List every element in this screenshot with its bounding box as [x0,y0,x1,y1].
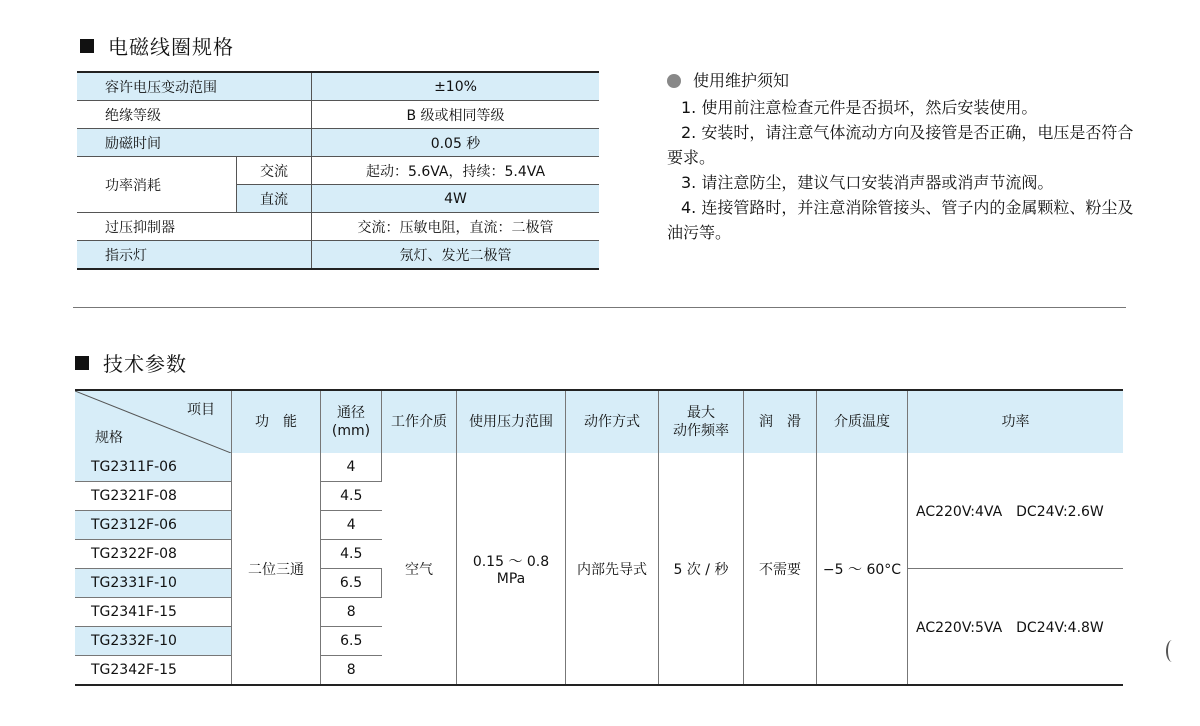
coil-title-text: 电磁线圈规格 [108,35,234,59]
notes-heading [667,68,1137,93]
header-row [75,390,1123,453]
header-bore-label: 通径 [337,405,365,421]
pressure-range: 0.15 ～ 0.8 [472,553,550,570]
note-item: 2. 安装时，请注意气体流动方向及接管是否正确，电压是否符合要求。 [667,123,1134,167]
row-value: 交流：压敏电阻，直流：二极管 [312,213,600,241]
row-value: 起动：5.6VA，持续：5.4VA [312,157,600,185]
header-freq-1: 最大 [687,405,715,421]
row-value: 0.05 秒 [312,129,600,157]
tech-title-text: 技术参数 [103,352,187,376]
medium-cell: 空气 [382,453,457,685]
power-cell-2: AC220V:5VA DC24V:4.8W [916,619,1104,636]
row-value: ±10% [312,72,600,101]
pressure-unit: MPa [496,570,526,587]
function-cell: 二位三通 [232,453,321,685]
header-item-spec [75,390,232,453]
table-row [75,453,1123,482]
model-cell: TG2341F-15 [75,598,232,627]
table-row [77,129,599,157]
temp-cell: −5 ～ 60°C [817,453,908,685]
header-pressure: 使用压力范围 [457,390,566,453]
bore-cell: 8 [321,656,382,686]
model-cell: TG2312F-06 [75,511,232,540]
notes-title: 使用维护须知 [693,71,790,90]
row-label: 过压抑制器 [77,213,312,241]
circle-bullet-icon [667,74,681,88]
lube-cell: 不需要 [744,453,817,685]
header-spec: 规格 [95,430,123,446]
bore-cell: 8 [321,598,382,627]
power-cell-1: AC220V:4VA DC24V:2.6W [908,453,1124,569]
section-divider [73,307,1126,308]
note-item: 4. 连接管路时，并注意消除管接头、管子内的金属颗粒、粉尘及油污等。 [667,198,1134,242]
bore-cell: 6.5 [321,627,382,656]
header-item: 项目 [187,402,215,418]
row-label: 绝缘等级 [77,101,312,129]
row-label: 功率消耗 [77,157,237,213]
square-bullet-icon [75,356,89,370]
model-cell: TG2331F-10 [75,569,232,598]
model-cell: TG2321F-08 [75,482,232,511]
row-label: 容许电压变动范围 [77,72,312,101]
header-medium: 工作介质 [382,390,457,453]
pressure-cell [457,453,566,685]
model-cell: TG2311F-06 [75,453,232,482]
header-temp: 介质温度 [817,390,908,453]
bore-cell: 4.5 [321,540,382,569]
header-action: 动作方式 [566,390,659,453]
freq-cell: 5 次 / 秒 [659,453,744,685]
model-cell: TG2342F-15 [75,656,232,686]
coil-section-title [80,31,234,60]
tech-params-table [75,389,1123,686]
square-bullet-icon [80,39,94,53]
header-freq-2: 动作频率 [673,423,729,439]
note-item: 1. 使用前注意检查元件是否损坏，然后安装使用。 [681,98,1038,117]
header-lube: 润 滑 [744,390,817,453]
table-row [77,72,599,101]
maintenance-notes [667,68,1137,245]
tech-section-title [75,348,187,377]
bore-cell: 4.5 [321,482,382,511]
table-row [77,157,599,185]
note-item: 3. 请注意防尘，建议气口安装消声器或消声节流阀。 [681,173,1054,192]
row-value: B 级或相同等级 [312,101,600,129]
header-function: 功 能 [232,390,321,453]
page-edge-mark [1166,640,1178,662]
header-freq [659,390,744,453]
table-row [77,101,599,129]
table-row [77,213,599,241]
bore-cell: 4 [321,453,382,482]
row-value: 氖灯、发光二极管 [312,241,600,270]
header-bore [321,390,382,453]
bore-cell: 6.5 [321,569,382,598]
row-label: 指示灯 [77,241,312,270]
header-power: 功率 [908,390,1124,453]
model-cell: TG2322F-08 [75,540,232,569]
row-label: 励磁时间 [77,129,312,157]
model-cell: TG2332F-10 [75,627,232,656]
header-bore-unit: (mm) [331,423,371,439]
coil-spec-table [77,71,599,270]
row-value: 4W [312,185,600,213]
bore-cell: 4 [321,511,382,540]
action-cell: 内部先导式 [566,453,659,685]
sub-label: 交流 [237,157,312,185]
table-row [77,241,599,270]
sub-label: 直流 [237,185,312,213]
